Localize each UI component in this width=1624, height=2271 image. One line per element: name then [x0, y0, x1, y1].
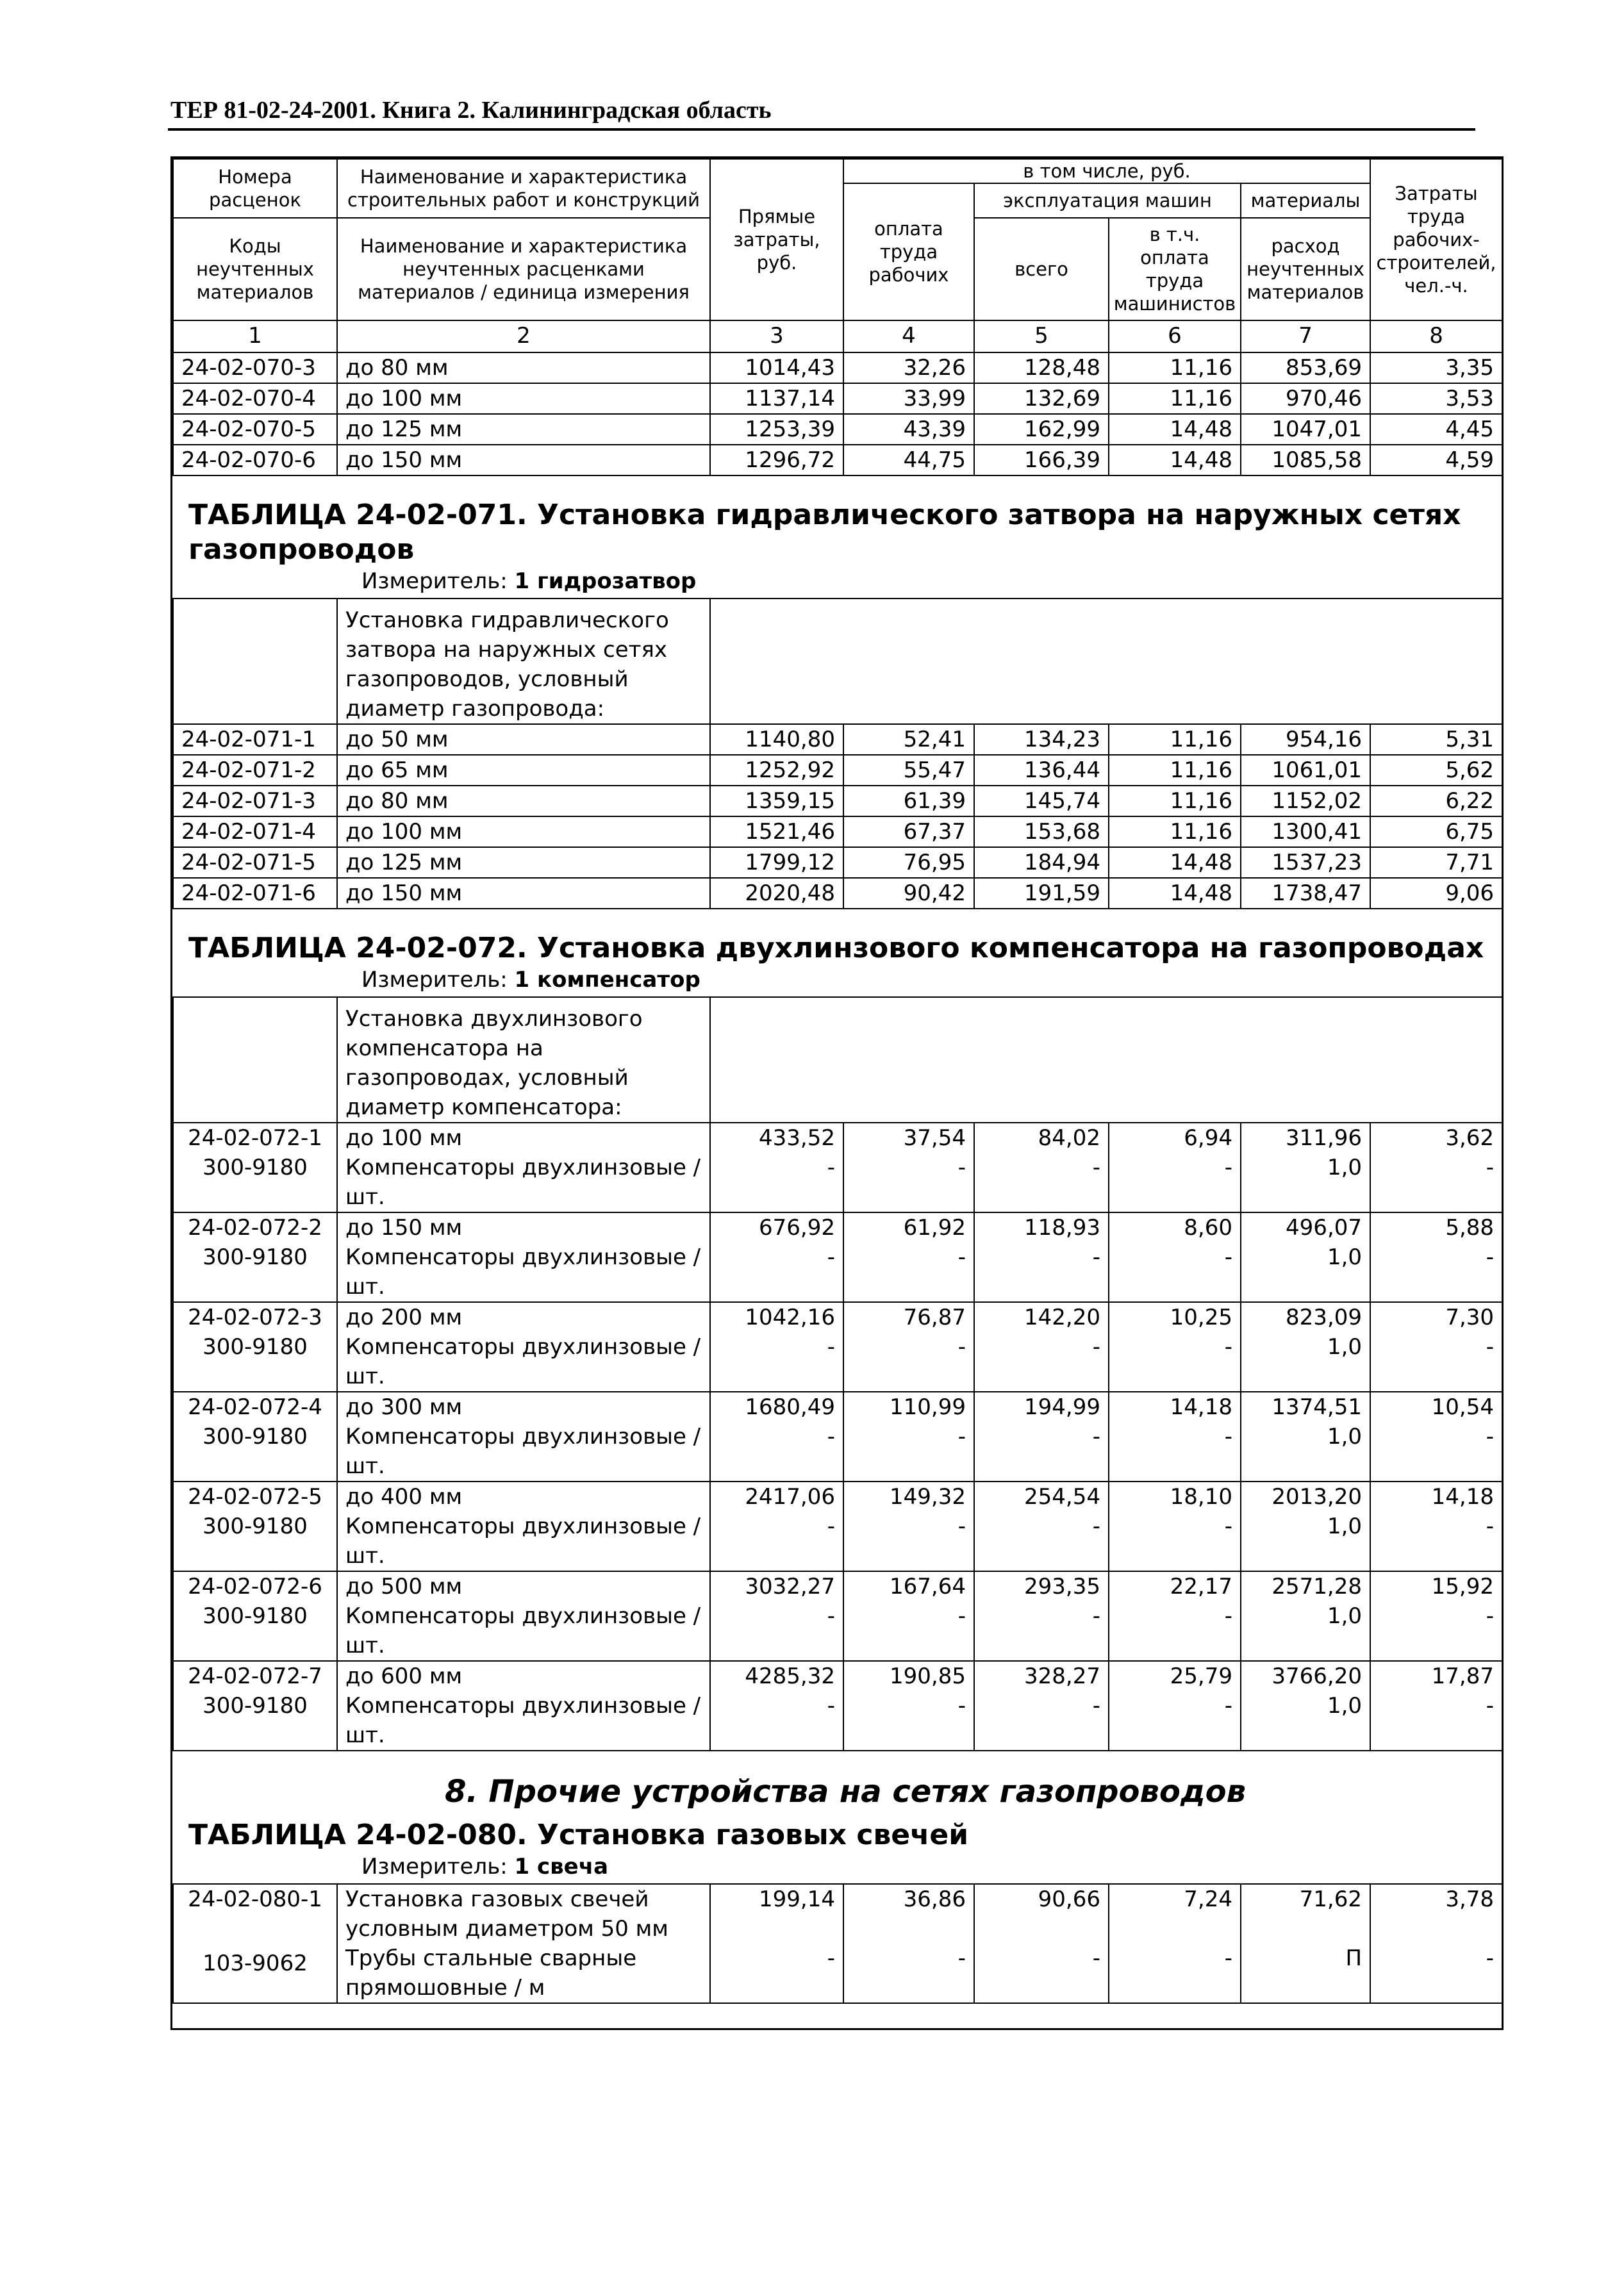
labor-cost: 76,87 — [843, 1302, 974, 1332]
machinist-labor-cost: 11,16 — [1109, 383, 1241, 414]
rate-code: 24-02-071-6 — [173, 878, 337, 909]
materials-cost: 311,96 — [1241, 1123, 1370, 1153]
table-row — [173, 414, 1502, 445]
machines-cost: 184,94 — [974, 847, 1109, 878]
table-row — [173, 1884, 1502, 1944]
labor-cost: 167,64 — [843, 1571, 974, 1601]
material-code: 300-9180 — [173, 1512, 337, 1571]
machines-cost: 90,66 — [974, 1884, 1109, 1944]
table-072-description-row — [173, 997, 1502, 1123]
column-numbers-row — [173, 320, 1502, 352]
table-row — [173, 445, 1502, 475]
empty-value: - — [843, 1691, 974, 1751]
table-row — [173, 1212, 1502, 1243]
materials-cost: 1152,02 — [1241, 786, 1370, 816]
rate-name: до 100 мм — [337, 1123, 710, 1153]
work-hours: 7,71 — [1370, 847, 1502, 878]
machines-cost: 153,68 — [974, 816, 1109, 847]
empty-value: - — [710, 1691, 843, 1751]
empty-value: - — [1109, 1243, 1241, 1302]
work-hours: 5,88 — [1370, 1212, 1502, 1243]
material-name: Компенсаторы двухлинзовые / шт. — [337, 1601, 710, 1661]
materials-cost: 1738,47 — [1241, 878, 1370, 909]
rate-name: до 200 мм — [337, 1302, 710, 1332]
empty-value: - — [710, 1512, 843, 1571]
labor-cost: 33,99 — [843, 383, 974, 414]
empty-value: - — [1109, 1512, 1241, 1571]
col-direct-header: Прямые затраты, руб. — [710, 159, 843, 320]
empty-value: - — [974, 1243, 1109, 1302]
rate-name: до 500 мм — [337, 1571, 710, 1601]
machinist-labor-cost: 22,17 — [1109, 1571, 1241, 1601]
materials-cost: 1061,01 — [1241, 755, 1370, 786]
material-quantity: 1,0 — [1241, 1512, 1370, 1571]
materials-cost: 2013,20 — [1241, 1482, 1370, 1512]
rate-code: 24-02-072-4 — [173, 1392, 337, 1422]
material-quantity: 1,0 — [1241, 1153, 1370, 1212]
machines-cost: 328,27 — [974, 1661, 1109, 1691]
machinist-labor-cost: 11,16 — [1109, 352, 1241, 383]
work-hours: 15,92 — [1370, 1571, 1502, 1601]
column-number: 4 — [843, 320, 974, 352]
empty-value: - — [974, 1153, 1109, 1212]
column-number: 5 — [974, 320, 1109, 352]
empty-value: - — [843, 1332, 974, 1392]
empty-value: - — [843, 1153, 974, 1212]
table-071-title — [188, 476, 1502, 567]
empty-value: - — [710, 1422, 843, 1482]
material-code: 300-9180 — [173, 1691, 337, 1751]
page-header-title: ТЕР 81-02-24-2001. Книга 2. Калининградская область — [170, 97, 772, 124]
table-row — [173, 1661, 1502, 1691]
labor-cost: 76,95 — [843, 847, 974, 878]
materials-cost: 71,62 — [1241, 1884, 1370, 1944]
rate-code: 24-02-070-3 — [173, 352, 337, 383]
empty-value: - — [710, 1601, 843, 1661]
materials-cost: 970,46 — [1241, 383, 1370, 414]
labor-cost: 67,37 — [843, 816, 974, 847]
direct-cost: 1521,46 — [710, 816, 843, 847]
labor-cost: 190,85 — [843, 1661, 974, 1691]
rate-name: до 100 мм — [337, 383, 710, 414]
empty-value: - — [843, 1601, 974, 1661]
materials-cost: 853,69 — [1241, 352, 1370, 383]
material-code: 300-9180 — [173, 1243, 337, 1302]
direct-cost: 1296,72 — [710, 445, 843, 475]
table-071-unit — [188, 567, 1502, 598]
labor-cost: 32,26 — [843, 352, 974, 383]
material-quantity: П — [1241, 1944, 1370, 2003]
work-hours: 7,30 — [1370, 1302, 1502, 1332]
rate-name: до 80 мм — [337, 786, 710, 816]
col-labor-header: оплата труда рабочих — [843, 183, 974, 320]
empty-value: - — [1109, 1332, 1241, 1392]
table-080-title: ТАБЛИЦА 24-02-080. Установка газовых свечей — [188, 1819, 969, 1851]
work-hours: 3,53 — [1370, 383, 1502, 414]
rate-code: 24-02-072-1 — [173, 1123, 337, 1153]
column-number: 8 — [1370, 320, 1502, 352]
machinist-labor-cost: 11,16 — [1109, 724, 1241, 755]
rates-table — [172, 158, 1503, 2004]
col-code-materials-header: Коды неучтенных материалов — [173, 218, 337, 320]
materials-cost: 954,16 — [1241, 724, 1370, 755]
rate-name: до 150 мм — [337, 878, 710, 909]
machinist-labor-cost: 7,24 — [1109, 1884, 1241, 1944]
col-machines-header: эксплуатация машин — [974, 183, 1241, 218]
table-072-description: Установка двухлинзового компенсатора на газопроводах, условный диаметр компенсатора: — [337, 997, 710, 1123]
machines-cost: 254,54 — [974, 1482, 1109, 1512]
empty-value: - — [710, 1153, 843, 1212]
col-materials-sub-header: расход неучтенных материалов — [1241, 218, 1370, 320]
empty-value: - — [1370, 1944, 1502, 2003]
empty-value: - — [974, 1512, 1109, 1571]
col-machines-total-header: всего — [974, 218, 1109, 320]
materials-cost: 1374,51 — [1241, 1392, 1370, 1422]
labor-cost: 90,42 — [843, 878, 974, 909]
table-row — [173, 786, 1502, 816]
labor-cost: 37,54 — [843, 1123, 974, 1153]
labor-cost: 61,92 — [843, 1212, 974, 1243]
empty-value: - — [974, 1944, 1109, 2003]
materials-cost: 1537,23 — [1241, 847, 1370, 878]
work-hours: 4,59 — [1370, 445, 1502, 475]
table-071-description-row — [173, 599, 1502, 724]
table-071-heading — [173, 475, 1502, 599]
work-hours: 17,87 — [1370, 1661, 1502, 1691]
rate-name: до 50 мм — [337, 724, 710, 755]
empty-value: - — [1370, 1691, 1502, 1751]
machinist-labor-cost: 14,48 — [1109, 414, 1241, 445]
material-row — [173, 1243, 1502, 1302]
unit-value: 1 компенсатор — [514, 967, 700, 993]
table-row — [173, 1482, 1502, 1512]
direct-cost: 199,14 — [710, 1884, 843, 1944]
direct-cost: 1799,12 — [710, 847, 843, 878]
unit-label: Измеритель: — [361, 1854, 515, 1879]
empty-value: - — [843, 1512, 974, 1571]
machinist-labor-cost: 14,48 — [1109, 847, 1241, 878]
machines-cost: 194,99 — [974, 1392, 1109, 1422]
material-row — [173, 1691, 1502, 1751]
direct-cost: 1014,43 — [710, 352, 843, 383]
material-name: Компенсаторы двухлинзовые / шт. — [337, 1243, 710, 1302]
rate-name: до 300 мм — [337, 1392, 710, 1422]
materials-cost: 1047,01 — [1241, 414, 1370, 445]
table-row — [173, 1302, 1502, 1332]
material-quantity: 1,0 — [1241, 1601, 1370, 1661]
machinist-labor-cost: 14,48 — [1109, 445, 1241, 475]
machinist-labor-cost: 10,25 — [1109, 1302, 1241, 1332]
direct-cost: 1359,15 — [710, 786, 843, 816]
machines-cost: 162,99 — [974, 414, 1109, 445]
direct-cost: 2020,48 — [710, 878, 843, 909]
col-code-header: Номера расценок — [173, 159, 337, 218]
direct-cost: 2417,06 — [710, 1482, 843, 1512]
material-row — [173, 1512, 1502, 1571]
header-rule — [168, 128, 1475, 131]
section-title: 8. Прочие устройства на сетях газопроводов — [445, 1774, 1246, 1810]
col-machines-labor-header: в т.ч. оплата труда машинистов — [1109, 218, 1241, 320]
empty-value: - — [1370, 1601, 1502, 1661]
table-080-unit — [188, 1853, 1502, 1883]
column-number: 3 — [710, 320, 843, 352]
material-name: Трубы стальные сварные прямошовные / м — [337, 1944, 710, 2003]
machinist-labor-cost: 11,16 — [1109, 786, 1241, 816]
rate-name: до 125 мм — [337, 414, 710, 445]
table-row — [173, 847, 1502, 878]
unit-value: 1 свеча — [514, 1854, 609, 1879]
rate-name: до 125 мм — [337, 847, 710, 878]
work-hours: 6,75 — [1370, 816, 1502, 847]
rate-name: Установка газовых свечей условным диаметром 50 мм — [337, 1884, 710, 1944]
materials-cost: 496,07 — [1241, 1212, 1370, 1243]
rate-code: 24-02-071-1 — [173, 724, 337, 755]
rate-code: 24-02-080-1 — [173, 1884, 337, 1944]
rate-code: 24-02-071-2 — [173, 755, 337, 786]
unit-label: Измеритель: — [361, 568, 515, 594]
rate-name: до 150 мм — [337, 445, 710, 475]
material-code: 103-9062 — [173, 1944, 337, 2003]
labor-cost: 149,32 — [843, 1482, 974, 1512]
materials-cost: 823,09 — [1241, 1302, 1370, 1332]
machines-cost: 142,20 — [974, 1302, 1109, 1332]
direct-cost: 1680,49 — [710, 1392, 843, 1422]
labor-cost: 52,41 — [843, 724, 974, 755]
labor-cost: 44,75 — [843, 445, 974, 475]
materials-cost: 2571,28 — [1241, 1571, 1370, 1601]
work-hours: 6,22 — [1370, 786, 1502, 816]
material-row — [173, 1332, 1502, 1392]
materials-cost: 1300,41 — [1241, 816, 1370, 847]
rate-name: до 80 мм — [337, 352, 710, 383]
material-code: 300-9180 — [173, 1153, 337, 1212]
unit-label: Измеритель: — [361, 967, 515, 993]
empty-value: - — [974, 1332, 1109, 1392]
material-quantity: 1,0 — [1241, 1422, 1370, 1482]
labor-cost: 55,47 — [843, 755, 974, 786]
material-code: 300-9180 — [173, 1332, 337, 1392]
machines-cost: 166,39 — [974, 445, 1109, 475]
col-name-header: Наименование и характеристика строительных работ и конструкций — [337, 159, 710, 218]
empty-value: - — [1109, 1691, 1241, 1751]
material-row — [173, 1944, 1502, 2003]
empty-value: - — [843, 1944, 974, 2003]
empty-value: - — [1370, 1422, 1502, 1482]
table-row — [173, 724, 1502, 755]
rate-code: 24-02-072-2 — [173, 1212, 337, 1243]
rate-code: 24-02-071-5 — [173, 847, 337, 878]
machines-cost: 293,35 — [974, 1571, 1109, 1601]
material-name: Компенсаторы двухлинзовые / шт. — [337, 1153, 710, 1212]
rate-code: 24-02-072-6 — [173, 1571, 337, 1601]
machines-cost: 132,69 — [974, 383, 1109, 414]
machines-cost: 84,02 — [974, 1123, 1109, 1153]
table-071-description: Установка гидравлического затвора на наружных сетях газопроводов, условный диаметр газопровода: — [337, 599, 710, 724]
direct-cost: 1140,80 — [710, 724, 843, 755]
material-name: Компенсаторы двухлинзовые / шт. — [337, 1332, 710, 1392]
empty-value: - — [1109, 1944, 1241, 2003]
work-hours: 5,31 — [1370, 724, 1502, 755]
rate-code: 24-02-072-5 — [173, 1482, 337, 1512]
work-hours: 9,06 — [1370, 878, 1502, 909]
work-hours: 5,62 — [1370, 755, 1502, 786]
rate-code: 24-02-072-7 — [173, 1661, 337, 1691]
table-row — [173, 383, 1502, 414]
empty-value: - — [843, 1243, 974, 1302]
empty-value: - — [710, 1243, 843, 1302]
rate-code: 24-02-071-4 — [173, 816, 337, 847]
machinist-labor-cost: 6,94 — [1109, 1123, 1241, 1153]
rate-name: до 600 мм — [337, 1661, 710, 1691]
table-071-title-line1: ТАБЛИЦА 24-02-071. Установка гидравлического затвора на наружных сетях — [188, 499, 1461, 531]
direct-cost: 1042,16 — [710, 1302, 843, 1332]
work-hours: 3,62 — [1370, 1123, 1502, 1153]
machinist-labor-cost: 14,48 — [1109, 878, 1241, 909]
rate-name: до 400 мм — [337, 1482, 710, 1512]
material-quantity: 1,0 — [1241, 1332, 1370, 1392]
table-row — [173, 878, 1502, 909]
machines-cost: 118,93 — [974, 1212, 1109, 1243]
table-row — [173, 352, 1502, 383]
column-number: 6 — [1109, 320, 1241, 352]
empty-value: - — [710, 1944, 843, 2003]
direct-cost: 433,52 — [710, 1123, 843, 1153]
empty-value: - — [1370, 1243, 1502, 1302]
table-row — [173, 755, 1502, 786]
material-name: Компенсаторы двухлинзовые / шт. — [337, 1512, 710, 1571]
machines-cost: 191,59 — [974, 878, 1109, 909]
labor-cost: 110,99 — [843, 1392, 974, 1422]
empty-value: - — [1109, 1422, 1241, 1482]
unit-value: 1 гидрозатвор — [514, 568, 697, 594]
direct-cost: 676,92 — [710, 1212, 843, 1243]
material-row — [173, 1153, 1502, 1212]
material-quantity: 1,0 — [1241, 1691, 1370, 1751]
machines-cost: 128,48 — [974, 352, 1109, 383]
machinist-labor-cost: 25,79 — [1109, 1661, 1241, 1691]
labor-cost: 61,39 — [843, 786, 974, 816]
rate-name: до 65 мм — [337, 755, 710, 786]
machinist-labor-cost: 18,10 — [1109, 1482, 1241, 1512]
material-row — [173, 1422, 1502, 1482]
section-8-heading — [173, 1751, 1502, 1884]
empty-value: - — [974, 1422, 1109, 1482]
direct-cost: 1252,92 — [710, 755, 843, 786]
machines-cost: 136,44 — [974, 755, 1109, 786]
col-workhours-header: Затраты труда рабочих-строителей, чел.-ч. — [1370, 159, 1502, 320]
empty-value: - — [1370, 1153, 1502, 1212]
material-row — [173, 1601, 1502, 1661]
table-row — [173, 1392, 1502, 1422]
table-072-title: ТАБЛИЦА 24-02-072. Установка двухлинзового компенсатора на газопроводах — [188, 932, 1484, 964]
rate-name: до 150 мм — [337, 1212, 710, 1243]
column-number: 1 — [173, 320, 337, 352]
machinist-labor-cost: 14,18 — [1109, 1392, 1241, 1422]
document-frame — [170, 156, 1504, 2030]
empty-value: - — [1370, 1332, 1502, 1392]
direct-cost: 3032,27 — [710, 1571, 843, 1601]
table-071-title-line2: газопроводов — [188, 533, 415, 566]
machines-cost: 134,23 — [974, 724, 1109, 755]
table-row — [173, 1571, 1502, 1601]
materials-cost: 3766,20 — [1241, 1661, 1370, 1691]
rate-code: 24-02-072-3 — [173, 1302, 337, 1332]
material-name: Компенсаторы двухлинзовые / шт. — [337, 1691, 710, 1751]
table-row — [173, 1123, 1502, 1153]
material-name: Компенсаторы двухлинзовые / шт. — [337, 1422, 710, 1482]
material-code: 300-9180 — [173, 1422, 337, 1482]
table-072-heading — [173, 909, 1502, 997]
material-quantity: 1,0 — [1241, 1243, 1370, 1302]
materials-cost: 1085,58 — [1241, 445, 1370, 475]
empty-value: - — [974, 1601, 1109, 1661]
empty-value: - — [710, 1332, 843, 1392]
empty-value: - — [1370, 1512, 1502, 1571]
empty-value: - — [843, 1422, 974, 1482]
rate-code: 24-02-070-5 — [173, 414, 337, 445]
empty-value: - — [974, 1691, 1109, 1751]
rate-code: 24-02-070-4 — [173, 383, 337, 414]
direct-cost: 1137,14 — [710, 383, 843, 414]
machinist-labor-cost: 11,16 — [1109, 755, 1241, 786]
work-hours: 3,78 — [1370, 1884, 1502, 1944]
col-name-materials-header: Наименование и характеристика неучтенных расценками материалов / единица измерения — [337, 218, 710, 320]
machinist-labor-cost: 8,60 — [1109, 1212, 1241, 1243]
work-hours: 10,54 — [1370, 1392, 1502, 1422]
column-number: 2 — [337, 320, 710, 352]
rate-name: до 100 мм — [337, 816, 710, 847]
table-072-unit — [188, 966, 1502, 996]
material-code: 300-9180 — [173, 1601, 337, 1661]
rate-code: 24-02-070-6 — [173, 445, 337, 475]
direct-cost: 4285,32 — [710, 1661, 843, 1691]
table-row — [173, 816, 1502, 847]
labor-cost: 43,39 — [843, 414, 974, 445]
machines-cost: 145,74 — [974, 786, 1109, 816]
column-number: 7 — [1241, 320, 1370, 352]
empty-value: - — [1109, 1601, 1241, 1661]
work-hours: 14,18 — [1370, 1482, 1502, 1512]
col-including-header: в том числе, руб. — [843, 159, 1370, 183]
labor-cost: 36,86 — [843, 1884, 974, 1944]
rate-code: 24-02-071-3 — [173, 786, 337, 816]
col-materials-header: материалы — [1241, 183, 1370, 218]
machinist-labor-cost: 11,16 — [1109, 816, 1241, 847]
work-hours: 4,45 — [1370, 414, 1502, 445]
work-hours: 3,35 — [1370, 352, 1502, 383]
direct-cost: 1253,39 — [710, 414, 843, 445]
empty-value: - — [1109, 1153, 1241, 1212]
